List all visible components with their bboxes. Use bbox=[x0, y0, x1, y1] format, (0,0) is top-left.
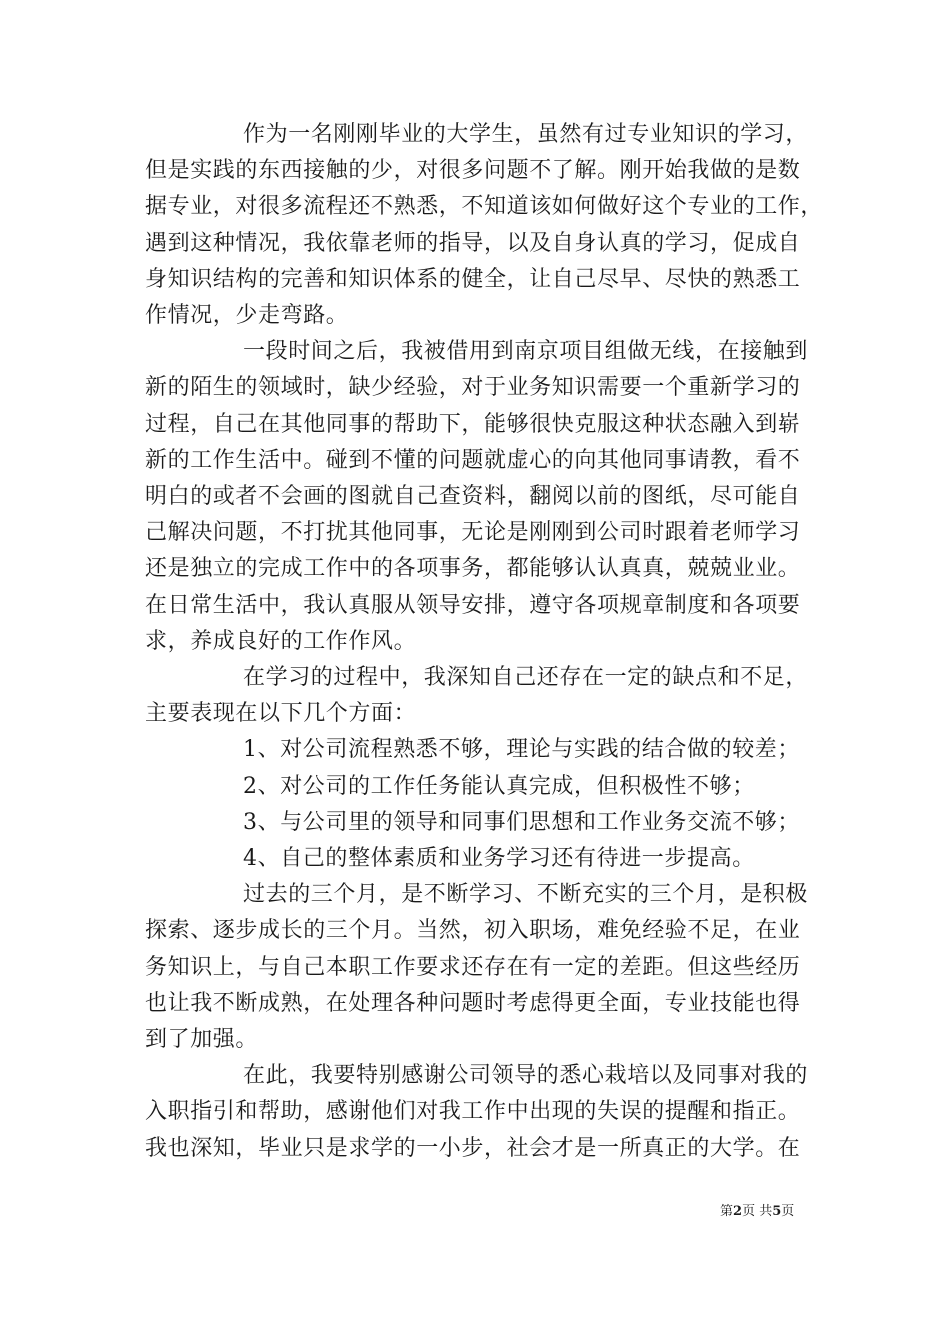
text-line: 过去的三个月，是不断学习、不断充实的三个月，是积极 bbox=[243, 882, 809, 907]
text-line: 我也深知，毕业只是求学的一小步，社会才是一所真正的大学。在 bbox=[145, 1136, 801, 1161]
footer-suffix: 页 bbox=[781, 1204, 795, 1219]
text-line: 过程，自己在其他同事的帮助下，能够很快克服这种状态融入到崭 bbox=[145, 412, 801, 437]
text-line: 作情况，少走弯路。 bbox=[145, 303, 349, 328]
text-line: 明白的或者不会画的图就自己查资料，翻阅以前的图纸，尽可能自 bbox=[145, 484, 801, 509]
list-item: 1、对公司流程熟悉不够，理论与实践的结合做的较差； bbox=[243, 737, 800, 762]
list-item: 3、与公司里的领导和同事们思想和工作业务交流不够； bbox=[243, 810, 800, 835]
text-line: 据专业，对很多流程还不熟悉，不知道该如何做好这个专业的工作， bbox=[145, 194, 824, 219]
text-line: 在此，我要特别感谢公司领导的悉心栽培以及同事对我的 bbox=[243, 1063, 809, 1088]
list-item: 2、对公司的工作任务能认真完成，但积极性不够； bbox=[243, 774, 755, 799]
page-footer bbox=[720, 1204, 794, 1220]
text-line: 身知识结构的完善和知识体系的健全，让自己尽早、尽快的熟悉工 bbox=[145, 267, 801, 292]
text-line: 还是独立的完成工作中的各项事务，都能够认认真真，兢兢业业。 bbox=[145, 556, 801, 581]
text-line: 主要表现在以下几个方面： bbox=[145, 701, 417, 726]
footer-middle: 页 共 bbox=[742, 1204, 773, 1219]
text-line: 己解决问题，不打扰其他同事，无论是刚刚到公司时跟着老师学习 bbox=[145, 520, 801, 545]
text-line: 遇到这种情况，我依靠老师的指导，以及自身认真的学习，促成自 bbox=[145, 231, 801, 256]
text-line: 但是实践的东西接触的少，对很多问题不了解。刚开始我做的是数 bbox=[145, 158, 801, 183]
text-line: 一段时间之后，我被借用到南京项目组做无线，在接触到 bbox=[243, 339, 809, 364]
text-line: 到了加强。 bbox=[145, 1027, 259, 1052]
text-line: 新的陌生的领域时，缺少经验，对于业务知识需要一个重新学习的 bbox=[145, 375, 801, 400]
list-item: 4、自己的整体素质和业务学习还有待进一步提高。 bbox=[243, 846, 755, 871]
total-pages-number: 5 bbox=[772, 1204, 782, 1219]
text-line: 务知识上，与自己本职工作要求还存在有一定的差距。但这些经历 bbox=[145, 955, 801, 980]
text-line: 入职指引和帮助，感谢他们对我工作中出现的失误的提醒和指正。 bbox=[145, 1099, 801, 1124]
text-line: 探索、逐步成长的三个月。当然，初入职场，难免经验不足，在业 bbox=[145, 918, 801, 943]
text-line: 在学习的过程中，我深知自己还存在一定的缺点和不足， bbox=[243, 665, 809, 690]
text-line: 在日常生活中，我认真服从领导安排，遵守各项规章制度和各项要 bbox=[145, 593, 801, 618]
text-line: 作为一名刚刚毕业的大学生，虽然有过专业知识的学习， bbox=[243, 122, 809, 147]
text-line: 也让我不断成熟，在处理各种问题时考虑得更全面，专业技能也得 bbox=[145, 991, 801, 1016]
text-line: 新的工作生活中。碰到不懂的问题就虚心的向其他同事请教，看不 bbox=[145, 448, 801, 473]
footer-prefix: 第 bbox=[720, 1204, 734, 1219]
text-line: 求，养成良好的工作作风。 bbox=[145, 629, 417, 654]
current-page-number: 2 bbox=[733, 1204, 743, 1219]
